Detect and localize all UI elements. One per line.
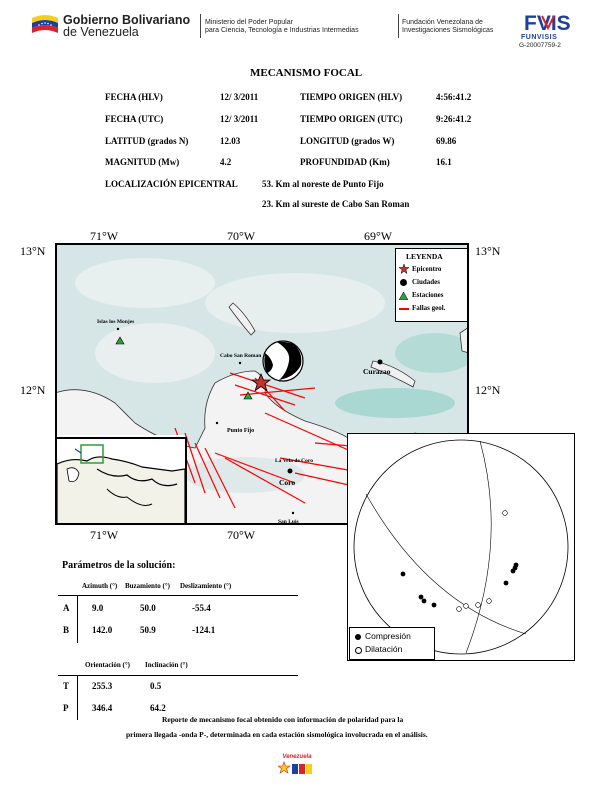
profundidad-label: PROFUNDIDAD (Km) [300, 157, 390, 167]
inset-map-svg [57, 439, 185, 525]
legend-fallas: Fallas geol. [412, 304, 446, 312]
lon-tick-top-69: 69°W [364, 229, 393, 243]
ministry-line1: Ministerio del Poder Popular [205, 19, 293, 26]
header-divider-2 [398, 14, 399, 38]
legend-compresion: Compresión [365, 631, 411, 641]
row-b-buzamiento: 50.9 [140, 625, 156, 635]
footer-logo-icon [278, 760, 316, 776]
fecha-utc-value: 12/ 3/2011 [220, 114, 259, 124]
profundidad-value: 16.1 [436, 157, 452, 167]
table-line-1 [58, 595, 298, 596]
row-b-deslizamiento: -124.1 [192, 625, 216, 635]
fecha-hlv-value: 12/ 3/2011 [220, 92, 259, 102]
city-dot-puntofijo [215, 421, 217, 423]
gov-line1: Gobierno Bolivariano [63, 13, 191, 27]
header [0, 0, 612, 55]
row-a-deslizamiento: -55.4 [192, 603, 211, 613]
header-buzamiento: Buzamiento (°) [125, 582, 170, 590]
row-b-label: B [63, 625, 70, 635]
ministry-line2: para Ciencia, Tecnología e Industrias Intermedias [205, 27, 359, 34]
lon-tick-top-71: 71°W [90, 229, 119, 243]
lat-tick-left-13: 13°N [20, 244, 46, 258]
inset-map [57, 437, 187, 525]
row-p-orientacion: 346.4 [92, 703, 113, 713]
lon-tick-top-70: 70°W [227, 229, 256, 243]
localizacion-label: LOCALIZACIÓN EPICENTRAL [105, 179, 238, 189]
table-line-2 [58, 675, 298, 676]
page-title: MECANISMO FOCAL [250, 67, 363, 79]
latitud-value: 12.03 [220, 136, 241, 146]
row-a-label: A [63, 603, 70, 613]
lon-tick-bottom-71: 71°W [90, 528, 119, 542]
legend-title: LEYENDA [406, 252, 443, 261]
lat-tick-right-12: 12°N [475, 383, 501, 397]
row-t-inclinacion: 0.5 [150, 681, 162, 691]
city-dot-coro [287, 468, 292, 473]
compression-points [401, 563, 519, 608]
label-san-luis: San Luis [278, 519, 299, 525]
beachball [263, 341, 303, 381]
label-cabo-san-roman: Cabo San Roman [220, 353, 262, 359]
header-azimuth: Azimuth (°) [82, 582, 118, 590]
row-a-azimuth: 9.0 [92, 603, 104, 613]
foundation-line2: Investigaciones Sismológicas [402, 27, 494, 34]
footer-note-1: Reporte de mecanismo focal obtenido con información de polaridad para la [162, 715, 404, 724]
city-dot-cabo [238, 361, 240, 363]
header-orientacion: Orientación (°) [85, 661, 130, 669]
table-line-vertical-2 [77, 675, 78, 720]
dilatation-legend-icon [355, 647, 362, 654]
magnitud-value: 4.2 [220, 157, 232, 167]
city-dot-sanluis [291, 511, 293, 513]
localizacion-line1: 53. Km al noreste de Punto Fijo [262, 179, 384, 189]
row-t-orientacion: 255.3 [92, 681, 113, 691]
lat-tick-left-12: 12°N [20, 383, 46, 397]
label-curazao: Curazao [363, 367, 391, 376]
label-islas-monjes: Islas los Monjes [97, 319, 135, 325]
longitud-value: 69.86 [436, 136, 457, 146]
funvisis-name: FUNVISIS [521, 34, 558, 41]
footer-logo-text: Venezuela [282, 754, 312, 760]
tiempo-utc-value: 9:26:41.2 [436, 114, 472, 124]
legend-ciudades: Ciudades [412, 278, 441, 286]
table-line-vertical-1 [77, 595, 78, 643]
latitud-label: LATITUD (grados N) [105, 136, 189, 146]
venezuela-flag-icon [30, 12, 60, 38]
tiempo-utc-label: TIEMPO ORIGEN (UTC) [300, 114, 403, 124]
localizacion-line2: 23. Km al sureste de Cabo San Roman [262, 199, 410, 209]
tiempo-hlv-label: TIEMPO ORIGEN (HLV) [300, 92, 403, 102]
legend-station-icon [399, 292, 408, 300]
legend-epicentro: Epicentro [412, 265, 442, 273]
header-divider [200, 14, 201, 38]
header-inclinacion: Inclinación (°) [145, 661, 188, 669]
map-legend [395, 248, 469, 322]
foundation-line1: Fundación Venezolana de [402, 19, 483, 26]
fecha-hlv-label: FECHA (HLV) [105, 92, 163, 102]
fecha-utc-label: FECHA (UTC) [105, 114, 164, 124]
compression-legend-icon [355, 634, 361, 640]
tiempo-hlv-value: 4:56:41.2 [436, 92, 472, 102]
legend-city-icon [400, 279, 407, 286]
legend-star-icon [399, 264, 409, 274]
funvisis-logo-icon [522, 10, 574, 34]
row-p-inclinacion: 64.2 [150, 703, 166, 713]
city-dot-monjes [116, 327, 118, 329]
longitud-label: LONGITUD (grados W) [300, 136, 395, 146]
legend-dilatacion: Dilatación [365, 644, 403, 654]
city-dot-curazao [377, 359, 382, 364]
label-vela-coro: La Vela de Coro [275, 458, 313, 464]
stereonet-frame [347, 433, 575, 661]
rif: G-20007759-2 [519, 42, 561, 49]
row-a-buzamiento: 50.0 [140, 603, 156, 613]
legend-estaciones: Estaciones [412, 291, 444, 299]
footer-note-2: primera llegada -onda P-, determinada en cada estación sismológica involucrada en el análisis. [126, 730, 428, 739]
row-b-azimuth: 142.0 [92, 625, 113, 635]
lon-tick-bottom-70: 70°W [227, 528, 256, 542]
svg-text:FVIS: FVIS [524, 12, 571, 34]
stereonet-legend [349, 627, 435, 660]
solution-title: Parámetros de la solución: [62, 560, 176, 571]
row-p-label: P [63, 703, 69, 713]
magnitud-label: MAGNITUD (Mw) [105, 157, 180, 167]
header-deslizamiento: Deslizamiento (°) [180, 582, 232, 590]
label-punto-fijo: Punto Fijo [227, 428, 255, 434]
row-t-label: T [63, 681, 70, 691]
dilatation-points [457, 511, 508, 612]
label-coro: Coro [279, 478, 296, 487]
lat-tick-right-13: 13°N [475, 244, 501, 258]
venezuela-footer-logo [278, 754, 316, 778]
legend-fault-icon [399, 308, 409, 310]
gov-line2: de Venezuela [63, 25, 139, 39]
